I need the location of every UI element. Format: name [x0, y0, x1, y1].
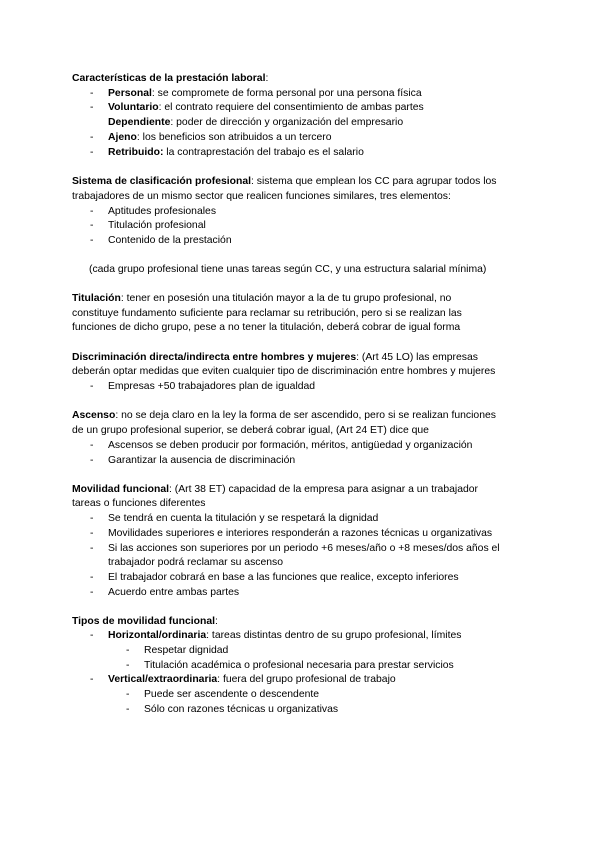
bullet-dash: -	[90, 587, 94, 598]
list-item: Personal: se compromete de forma personal por una persona física	[108, 88, 422, 99]
paragraph-line: de un grupo profesional superior, se deberá cobrar igual, (Art 24 ET) dice que	[72, 425, 429, 436]
bullet-dash: -	[90, 528, 94, 539]
bullet-dash: -	[90, 440, 94, 451]
section-sistema-paragraph: Sistema de clasificación profesional: sistema que emplean los CC para agrupar todos los	[72, 176, 497, 187]
bullet-dash: -	[90, 513, 94, 524]
paragraph-line: funciones de dicho grupo, pese a no tener la titulación, deberá cobrar de igual forma	[72, 322, 461, 333]
sub-list-item: Respetar dignidad	[144, 645, 229, 656]
list-item: Dependiente: poder de dirección y organización del empresario	[108, 117, 404, 128]
bullet-dash: -	[90, 455, 94, 466]
note-line: (cada grupo profesional tiene unas tareas según CC, y una estructura salarial mínima)	[89, 264, 487, 275]
list-item: Ajeno: los beneficios son atribuidos a un tercero	[108, 132, 332, 143]
bullet-dash: -	[90, 88, 94, 99]
sub-list-item: Puede ser ascendente o descendente	[144, 689, 320, 700]
bullet-dash: -	[90, 102, 94, 113]
section-tipos-heading: Tipos de movilidad funcional:	[72, 616, 218, 627]
section-titulacion-paragraph: Titulación: tener en posesión una titulación mayor a la de tu grupo profesional, no	[72, 293, 452, 304]
bullet-dash: -	[126, 645, 130, 656]
section-caracteristicas-heading: Características de la prestación laboral:	[72, 73, 269, 84]
list-item-continuation: trabajador podrá reclamar su ascenso	[108, 557, 284, 568]
list-item: Acuerdo entre ambas partes	[108, 587, 240, 598]
bullet-dash: -	[90, 543, 94, 554]
bullet-dash: -	[90, 235, 94, 246]
paragraph-line: constituye fundamento suficiente para reclamar su retribución, pero si se realizan las	[72, 308, 462, 319]
bullet-dash: -	[90, 220, 94, 231]
sub-list-item: Sólo con razones técnicas u organizativas	[144, 704, 339, 715]
bullet-dash: -	[126, 704, 130, 715]
list-item: Contenido de la prestación	[108, 235, 232, 246]
list-item: Movilidades superiores e interiores responderán a razones técnicas u organizativas	[108, 528, 493, 539]
paragraph-line: deberán optar medidas que eviten cualquier tipo de discriminación entre hombres y mujeres	[72, 366, 496, 377]
sub-list-item: Titulación académica o profesional necesaria para prestar servicios	[144, 660, 454, 671]
list-item: Horizontal/ordinaria: tareas distintas dentro de su grupo profesional, límites	[108, 630, 462, 641]
bullet-dash: -	[126, 660, 130, 671]
bullet-dash: -	[90, 572, 94, 583]
list-item: Aptitudes profesionales	[108, 206, 217, 217]
list-item: Empresas +50 trabajadores plan de igualdad	[108, 381, 316, 392]
bullet-dash: -	[90, 381, 94, 392]
bullet-dash: -	[90, 630, 94, 641]
bullet-dash: -	[90, 206, 94, 217]
bullet-dash: -	[90, 147, 94, 158]
list-item: Titulación profesional	[108, 220, 206, 231]
bullet-dash: -	[90, 674, 94, 685]
list-item: Garantizar la ausencia de discriminación	[108, 455, 296, 466]
list-item: Voluntario: el contrato requiere del consentimiento de ambas partes	[108, 102, 424, 113]
list-item: Vertical/extraordinaria: fuera del grupo profesional de trabajo	[108, 674, 396, 685]
section-discriminacion-paragraph: Discriminación directa/indirecta entre hombres y mujeres: (Art 45 LO) las empresas	[72, 352, 478, 363]
paragraph-line: trabajadores de un mismo sector que realicen funciones similares, tres elementos:	[72, 191, 451, 202]
section-movilidad-paragraph: Movilidad funcional: (Art 38 ET) capacidad de la empresa para asignar a un trabajador	[72, 484, 478, 495]
list-item: Se tendrá en cuenta la titulación y se respetará la dignidad	[108, 513, 379, 524]
list-item: Ascensos se deben producir por formación, méritos, antigüedad y organización	[108, 440, 473, 451]
paragraph-line: tareas o funciones diferentes	[72, 498, 206, 509]
bullet-dash: -	[90, 132, 94, 143]
list-item: Si las acciones son superiores por un periodo +6 meses/año o +8 meses/dos años el	[108, 543, 500, 554]
list-item: El trabajador cobrará en base a las funciones que realice, excepto inferiores	[108, 572, 459, 583]
bullet-dash: -	[126, 689, 130, 700]
section-ascenso-paragraph: Ascenso: no se deja claro en la ley la forma de ser ascendido, pero si se realizan funciones	[72, 410, 496, 421]
list-item: Retribuido: la contraprestación del trabajo es el salario	[108, 147, 364, 158]
